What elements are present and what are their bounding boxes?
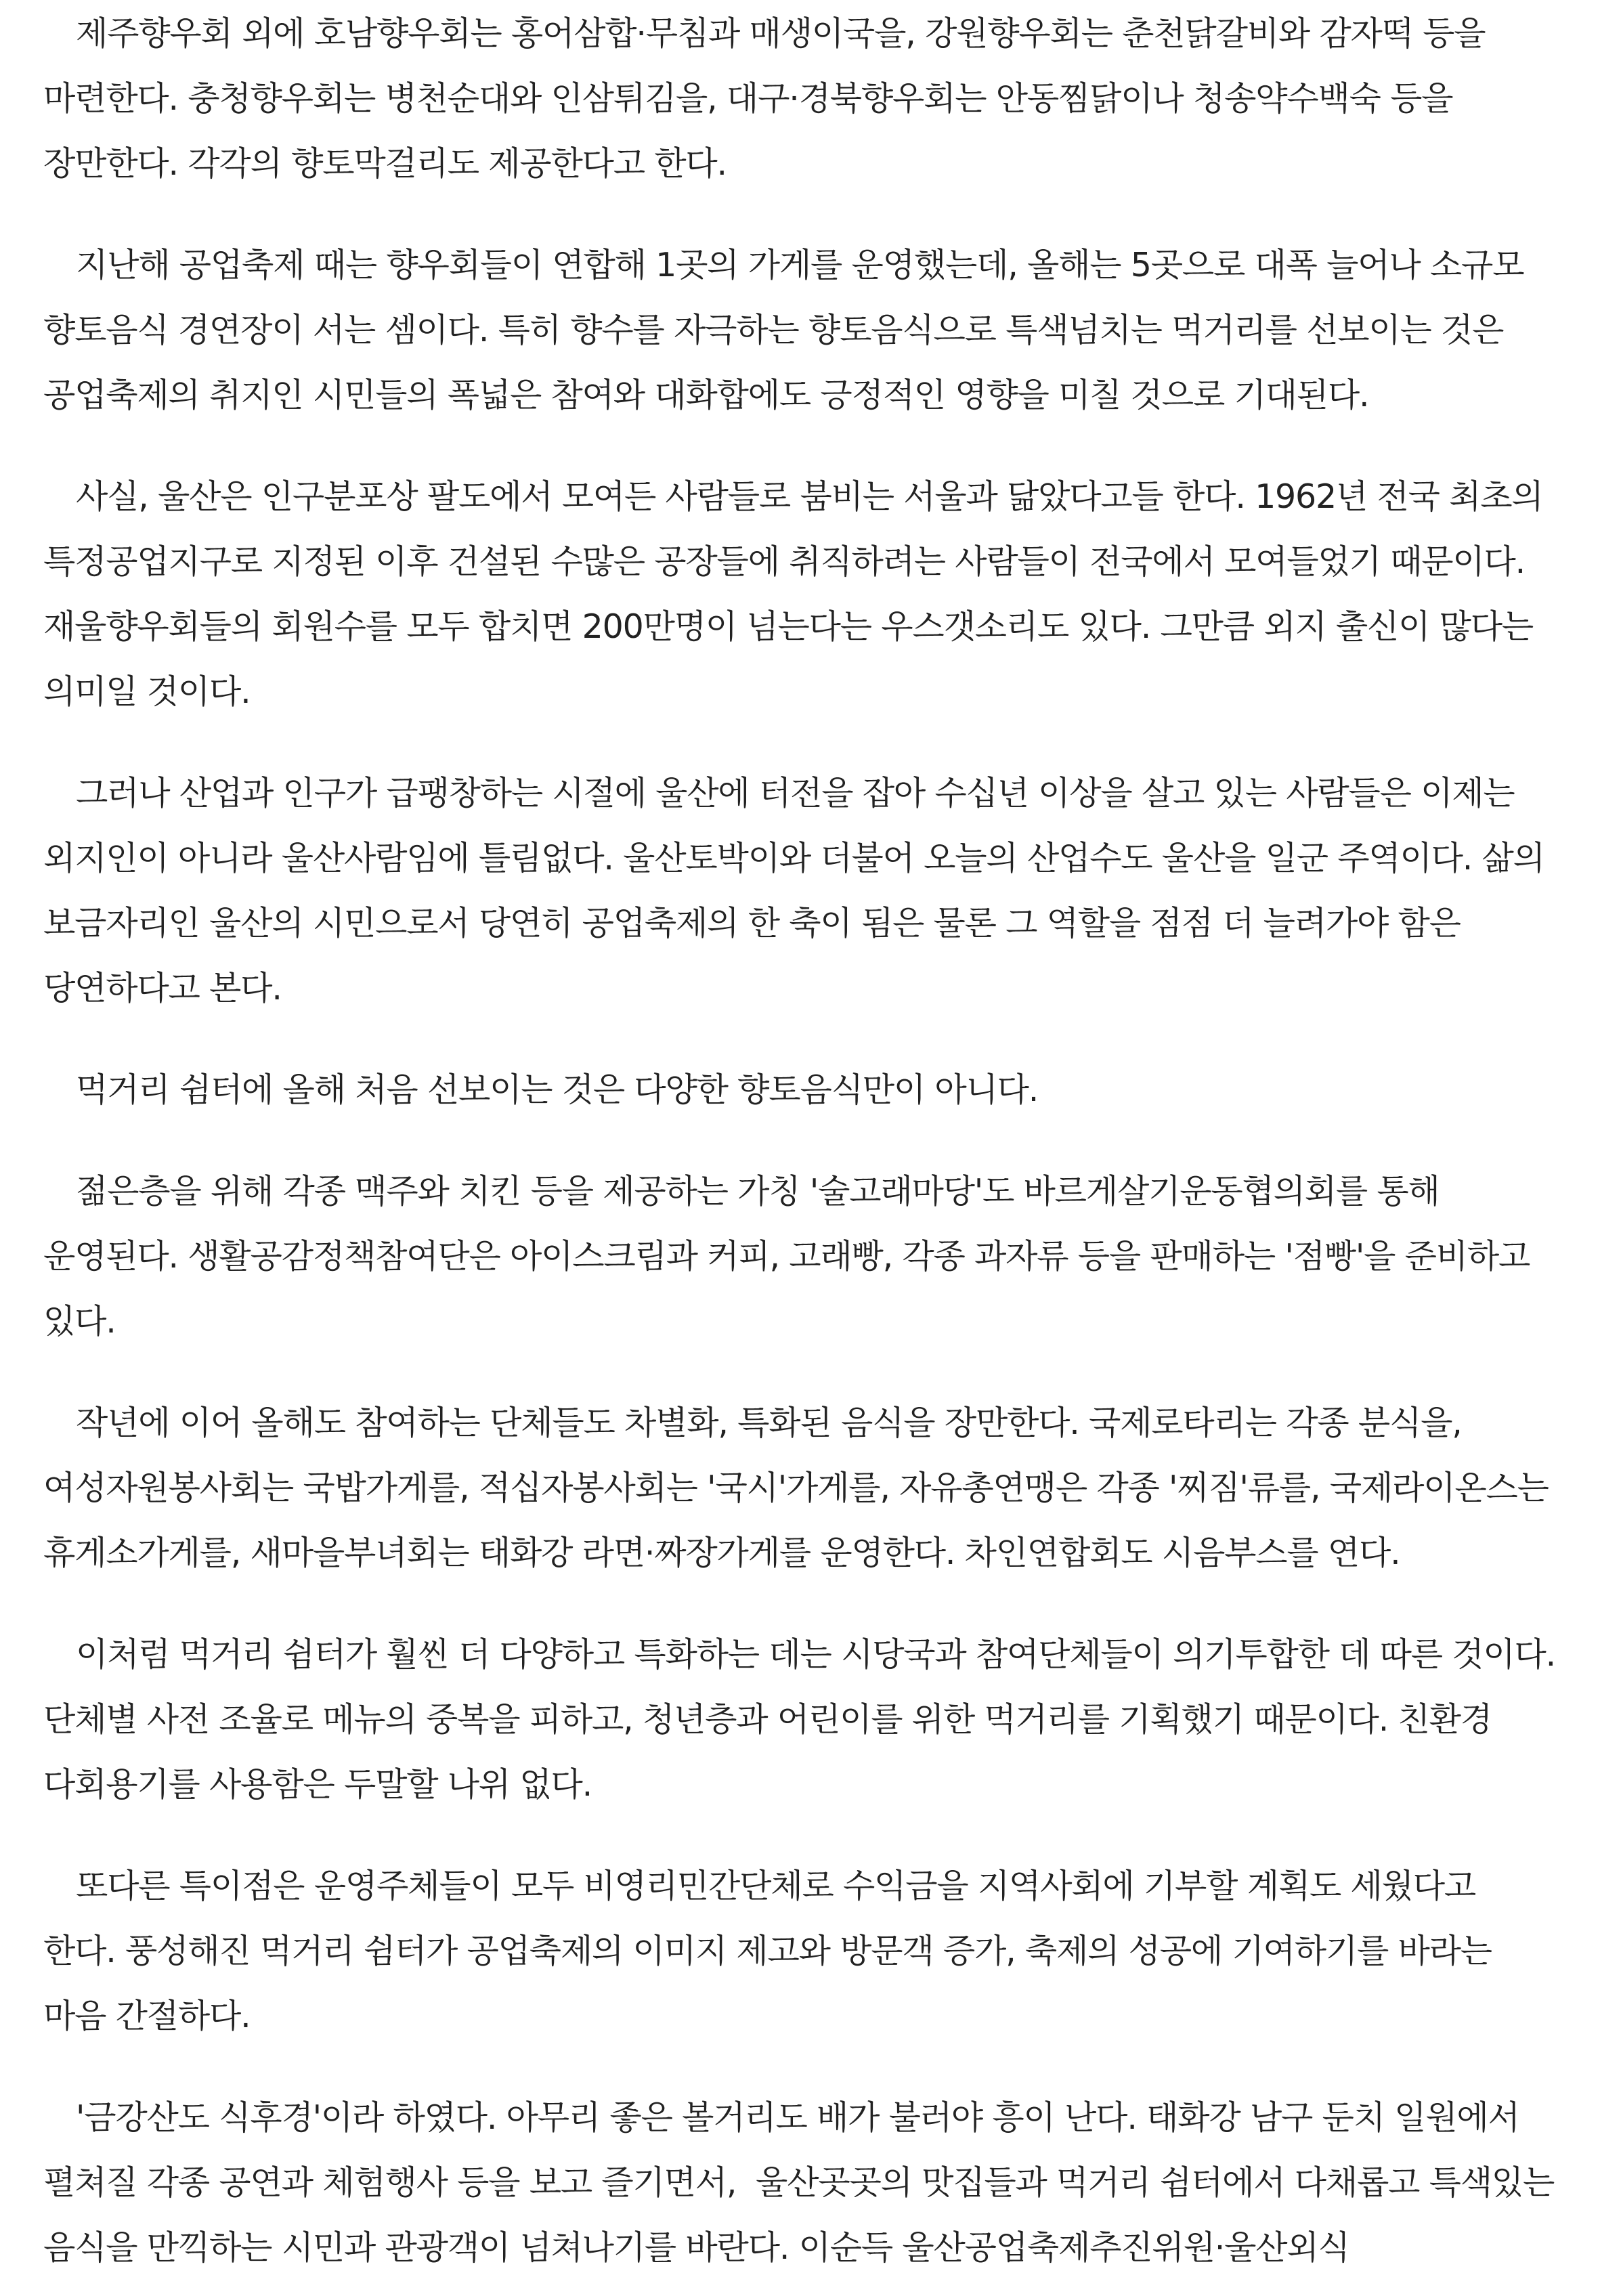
paragraph-4: 그러나 산업과 인구가 급팽창하는 시절에 울산에 터전을 잡아 수십년 이상을 살고 있는 사람들은 이제는 외지인이 아니라 울산사람임에 틀림없다. 울산토박이와 더불어 오늘의 산업수도 울산을 일군 주역이다. 삶의 보금자리인 울산의 시민으로서 당연히 공업축제의 한 축이 됨은 물론 그 역할을 점점 더 늘려가야 함은 당연하다고 본다. (43, 774, 1555, 1008)
paragraph-6: 젊은층을 위해 각종 맥주와 치킨 등을 제공하는 가칭 '술고래마당'도 바르게살기운동협의회를 통해 운영된다. 생활공감정책참여단은 아이스크림과 커피, 고래빵, 각종 과자류 등을 판매하는 '점빵'을 준비하고 있다. (43, 1172, 1540, 1341)
paragraph-9: 또다른 특이점은 운영주체들이 모두 비영리민간단체로 수익금을 지역사회에 기부할 계획도 세웠다고 한다. 풍성해진 먹거리 쉼터가 공업축제의 이미지 제고와 방문객 증가, 축제의 성공에 기여하기를 바라는 마음 간절하다. (43, 1867, 1502, 2035)
paragraph-1: 제주향우회 외에 호남향우회는 홍어삼합·무침과 매생이국을, 강원향우회는 춘천닭갈비와 감자떡 등을 마련한다. 충청향우회는 병천순대와 인삼튀김을, 대구·경북향우회는 안동찜닭이나 청송약수백숙 등을 장만한다. 각각의 향토막걸리도 제공한다고 한다. (43, 14, 1495, 183)
paragraph-7: 작년에 이어 올해도 참여하는 단체들도 차별화, 특화된 음식을 장만한다. 국제로타리는 각종 분식을, 여성자원봉사회는 국밥가게를, 적십자봉사회는 '국시'가게를, 자유총연맹은 각종 '찌짐'류를, 국제라이온스는 휴게소가게를, 새마을부녀회는 태화강 라면·짜장가게를 운영한다. 차인연합회도 시음부스를 연다. (43, 1404, 1559, 1572)
paragraph-10: '금강산도 식후경'이라 하였다. 아무리 좋은 볼거리도 배가 불러야 흥이 난다. 태화강 남구 둔치 일원에서 펼쳐질 각종 공연과 체험행사 등을 보고 즐기면서, 울산곳곳의 맛집들과 먹거리 쉼터에서 다채롭고 특색있는 음식을 만끽하는 시민과 관광객이 넘쳐나기를 바란다. 이순득 울산공업축제추진위원·울산외식 (43, 2098, 1564, 2267)
paragraph-8: 이처럼 먹거리 쉼터가 훨씬 더 다양하고 특화하는 데는 시당국과 참여단체들이 의기투합한 데 따른 것이다. 단체별 사전 조율로 메뉴의 중복을 피하고, 청년층과 어린이를 위한 먹거리를 기획했기 때문이다. 친환경 다회용기를 사용함은 두말할 나위 없다. (43, 1635, 1565, 1804)
article-body (43, 0, 1565, 2280)
paragraph-5: 먹거리 쉼터에 올해 처음 선보이는 것은 다양한 향토음식만이 아니다. (76, 1070, 1039, 1109)
paragraph-3: 사실, 울산은 인구분포상 팔도에서 모여든 사람들로 붐비는 서울과 닮았다고들 한다. 1962년 전국 최초의 특정공업지구로 지정된 이후 건설된 수많은 공장들에 취직하려는 사람들이 전국에서 모여들었기 때문이다. 재울향우회들의 회원수를 모두 합치면 200만명이 넘는다는 우스갯소리도 있다. 그만큼 외지 출신이 많다는 의미일 것이다. (43, 477, 1553, 711)
paragraph-2: 지난해 공업축제 때는 향우회들이 연합해 1곳의 가게를 운영했는데, 올해는 5곳으로 대폭 늘어나 소규모 향토음식 경연장이 서는 셈이다. 특히 향수를 자극하는 향토음식으로 특색넘치는 먹거리를 선보이는 것은 공업축제의 취지인 시민들의 폭넓은 참여와 대화합에도 긍정적인 영향을 미칠 것으로 기대된다. (43, 246, 1534, 414)
